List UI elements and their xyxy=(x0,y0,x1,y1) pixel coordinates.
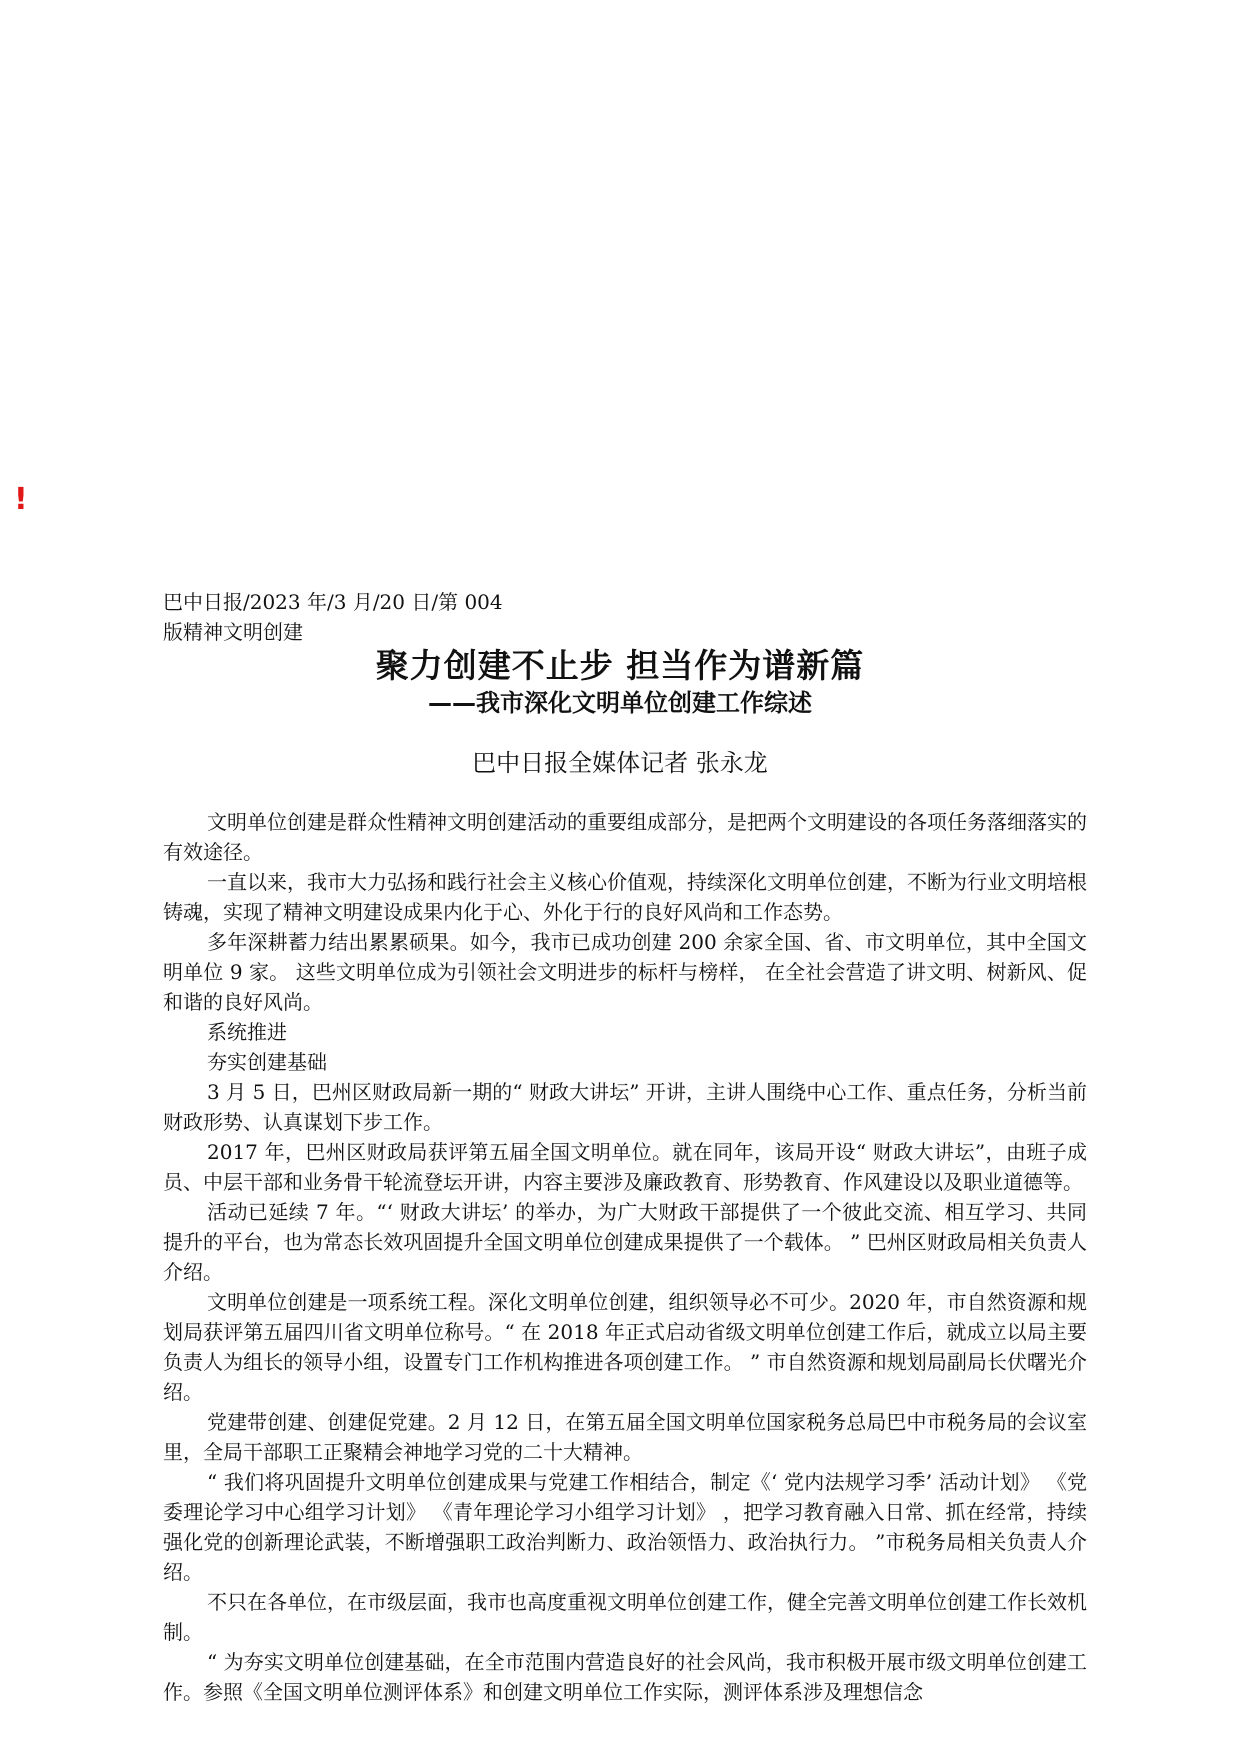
section-heading: 夯实创建基础 xyxy=(207,1050,327,1074)
paragraph: 多年深耕蓄力结出累累硕果。如今，我市已成功创建 200 余家全国、省、市文明单位，其中全国文明单位 9 家。 这些文明单位成为引领社会文明进步的标杆与榜样， 在全社会营造了讲文明、树新风、促和谐的良好风尚。 xyxy=(163,930,1087,1014)
paragraph: 3 月 5 日，巴州区财政局新一期的“ 财政大讲坛” 开讲，主讲人围绕中心工作、重点任务，分析当前财政形势、认真谋划下步工作。 xyxy=(163,1080,1087,1134)
article-subtitle: ——我市深化文明单位创建工作综述 xyxy=(428,689,812,717)
paragraph: 不只在各单位，在市级层面，我市也高度重视文明单位创建工作，健全完善文明单位创建工作长效机制。 xyxy=(163,1590,1087,1644)
masthead-line-1: 巴中日报/2023 年/3 月/20 日/第 004 xyxy=(163,590,503,614)
paragraph: 文明单位创建是群众性精神文明创建活动的重要组成部分，是把两个文明建设的各项任务落细落实的有效途径。 xyxy=(163,810,1087,864)
paragraph: 一直以来，我市大力弘扬和践行社会主义核心价值观，持续深化文明单位创建，不断为行业文明培根铸魂，实现了精神文明建设成果内化于心、外化于行的良好风尚和工作态势。 xyxy=(163,870,1087,924)
section-heading: 系统推进 xyxy=(207,1020,287,1044)
masthead xyxy=(163,587,583,647)
margin-mark: ! xyxy=(14,482,28,517)
masthead-line-2: 版精神文明创建 xyxy=(163,620,303,644)
paragraph: 党建带创建、创建促党建。2 月 12 日，在第五届全国文明单位国家税务总局巴中市税务局的会议室里，全局干部职工正聚精会神地学习党的二十大精神。 xyxy=(163,1410,1087,1464)
paragraph: 活动已延续 7 年。“‘ 财政大讲坛’ 的举办，为广大财政干部提供了一个彼此交流、相互学习、共同提升的平台，也为常态长效巩固提升全国文明单位创建成果提供了一个载体。 ” 巴州区财政局相关负责人介绍。 xyxy=(163,1200,1087,1284)
article-title: 聚力创建不止步 担当作为谱新篇 xyxy=(375,646,865,685)
paragraph: “ 为夯实文明单位创建基础，在全市范围内营造良好的社会风尚，我市积极开展市级文明单位创建工作。参照《全国文明单位测评体系》和创建文明单位工作实际，测评体系涉及理想信念 xyxy=(163,1650,1087,1704)
paragraph: 2017 年，巴州区财政局获评第五届全国文明单位。就在同年，该局开设“ 财政大讲坛”，由班子成员、中层干部和业务骨干轮流登坛开讲，内容主要涉及廉政教育、形势教育、作风建设以及职业道德等。 xyxy=(163,1140,1087,1194)
article-byline: 巴中日报全媒体记者 张永龙 xyxy=(472,749,768,777)
article-body xyxy=(163,807,1087,1707)
paragraph: 文明单位创建是一项系统工程。深化文明单位创建，组织领导必不可少。2020 年，市自然资源和规划局获评第五届四川省文明单位称号。“ 在 2018 年正式启动省级文明单位创建工作后，就成立以局主要负责人为组长的领导小组，设置专门工作机构推进各项创建工作。 ” 市自然资源和规划局副局长伏曙光介绍。 xyxy=(163,1290,1087,1404)
paragraph: “ 我们将巩固提升文明单位创建成果与党建工作相结合，制定《‘ 党内法规学习季’ 活动计划》 《党委理论学习中心组学习计划》 《青年理论学习小组学习计划》 ，把学习教育融入日常、抓在经常，持续强化党的创新理论武装，不断增强职工政治判断力、政治领悟力、政治执行力。 ”市税务局相关负责人介绍。 xyxy=(163,1470,1087,1584)
